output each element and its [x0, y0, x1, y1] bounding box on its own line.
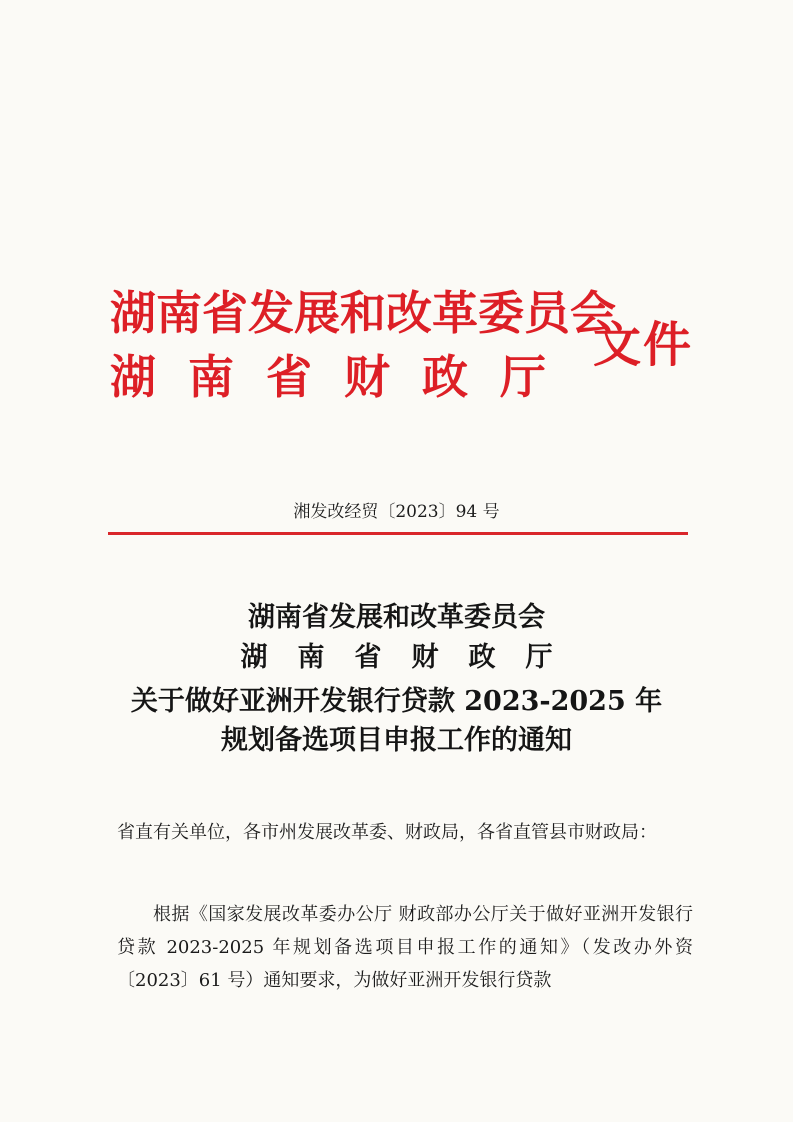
title-line-1: 湖南省发展和改革委员会	[248, 602, 545, 633]
title-line-2: 湖南省财政厅	[240, 642, 583, 673]
body-paragraph: 根据《国家发展改革委办公厅 财政部办公厅关于做好亚洲开发银行贷款 2023-2025 年规划备选项目申报工作的通知》（发改办外资〔2023〕61 号）通知要求，为做好亚洲开发银行贷款	[117, 904, 693, 991]
title-line-3: 关于做好亚洲开发银行贷款 2023-2025 年	[130, 686, 663, 717]
masthead-document-word: 文件	[593, 317, 694, 373]
title-line-4: 规划备选项目申报工作的通知	[221, 725, 572, 756]
red-divider	[108, 532, 688, 535]
masthead-issuer-2: 湖南省财政厅	[110, 350, 578, 404]
salutation: 省直有关单位，各市州发展改革委、财政局，各省直管县市财政局：	[117, 822, 657, 843]
document-number: 湘发改经贸〔2023〕94 号	[293, 502, 500, 522]
red-masthead	[110, 282, 710, 432]
masthead-issuer-1: 湖南省发展和改革委员会	[110, 286, 616, 340]
